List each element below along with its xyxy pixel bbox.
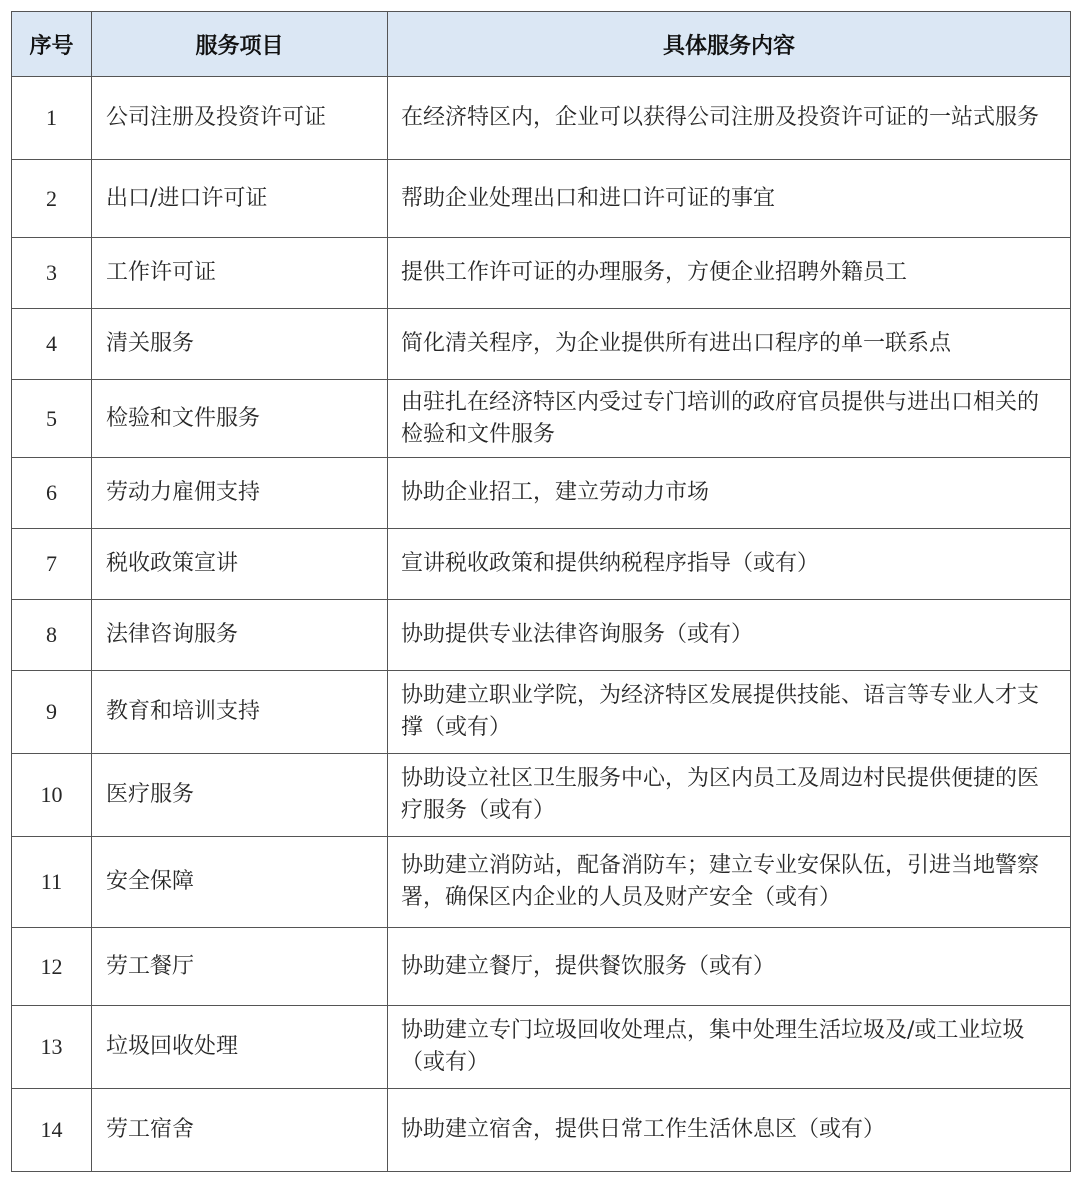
table-row [12,77,1071,160]
row-service-item: 劳工餐厅 [92,928,388,1006]
table-row [12,754,1071,837]
row-service-item: 出口/进口许可证 [92,160,388,238]
table-header [12,12,1071,77]
row-number: 7 [12,529,92,600]
row-service-item: 法律咨询服务 [92,600,388,671]
services-table [11,11,1071,1172]
row-service-content: 协助建立职业学院，为经济特区发展提供技能、语言等专业人才支撑（或有） [388,671,1071,754]
row-service-content: 协助建立消防站，配备消防车；建立专业安保队伍，引进当地警察署，确保区内企业的人员及财产安全（或有） [388,837,1071,928]
row-service-content: 简化清关程序，为企业提供所有进出口程序的单一联系点 [388,309,1071,380]
table-body [12,77,1071,1172]
row-service-item: 教育和培训支持 [92,671,388,754]
table-row [12,160,1071,238]
table-row [12,458,1071,529]
row-number: 1 [12,77,92,160]
row-number: 2 [12,160,92,238]
row-number: 12 [12,928,92,1006]
row-number: 5 [12,380,92,458]
header-item: 服务项目 [92,12,388,77]
row-number: 14 [12,1089,92,1172]
table-row [12,928,1071,1006]
row-service-content: 由驻扎在经济特区内受过专门培训的政府官员提供与进出口相关的检验和文件服务 [388,380,1071,458]
row-number: 9 [12,671,92,754]
row-service-item: 公司注册及投资许可证 [92,77,388,160]
row-service-content: 协助建立专门垃圾回收处理点，集中处理生活垃圾及/或工业垃圾（或有） [388,1006,1071,1089]
table-row [12,529,1071,600]
row-number: 6 [12,458,92,529]
row-number: 11 [12,837,92,928]
row-service-content: 协助提供专业法律咨询服务（或有） [388,600,1071,671]
row-number: 13 [12,1006,92,1089]
table-row [12,837,1071,928]
row-service-content: 协助建立餐厅，提供餐饮服务（或有） [388,928,1071,1006]
table-row [12,1089,1071,1172]
table-row [12,309,1071,380]
row-service-content: 协助建立宿舍，提供日常工作生活休息区（或有） [388,1089,1071,1172]
row-service-item: 医疗服务 [92,754,388,837]
header-num: 序号 [12,12,92,77]
row-service-item: 安全保障 [92,837,388,928]
row-service-item: 垃圾回收处理 [92,1006,388,1089]
table-row [12,238,1071,309]
table-row [12,671,1071,754]
row-service-item: 劳动力雇佣支持 [92,458,388,529]
row-service-content: 协助设立社区卫生服务中心，为区内员工及周边村民提供便捷的医疗服务（或有） [388,754,1071,837]
table-row [12,600,1071,671]
row-service-item: 工作许可证 [92,238,388,309]
row-service-item: 检验和文件服务 [92,380,388,458]
row-service-content: 宣讲税收政策和提供纳税程序指导（或有） [388,529,1071,600]
row-service-content: 协助企业招工，建立劳动力市场 [388,458,1071,529]
row-service-item: 清关服务 [92,309,388,380]
row-service-item: 税收政策宣讲 [92,529,388,600]
table-row [12,1006,1071,1089]
row-number: 4 [12,309,92,380]
table-row [12,380,1071,458]
row-service-content: 帮助企业处理出口和进口许可证的事宜 [388,160,1071,238]
row-number: 10 [12,754,92,837]
row-number: 3 [12,238,92,309]
row-service-content: 在经济特区内，企业可以获得公司注册及投资许可证的一站式服务 [388,77,1071,160]
header-row [12,12,1071,77]
row-service-content: 提供工作许可证的办理服务，方便企业招聘外籍员工 [388,238,1071,309]
header-desc: 具体服务内容 [388,12,1071,77]
row-number: 8 [12,600,92,671]
row-service-item: 劳工宿舍 [92,1089,388,1172]
